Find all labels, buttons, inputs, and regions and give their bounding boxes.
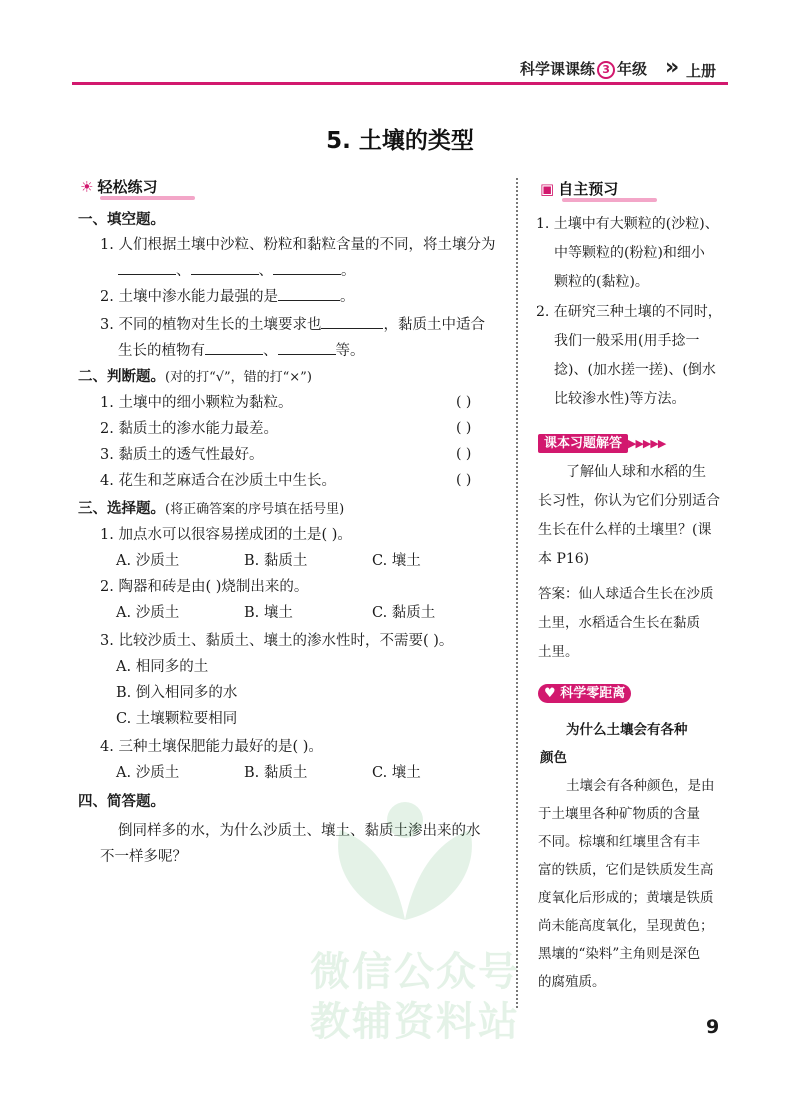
science-close-bar: [538, 682, 631, 701]
body-line: 尚未能高度氧化，呈现黄色；: [538, 918, 714, 934]
fill-q1-text: 1. 人们根据土壤中沙粒、粉粒和黏粒含量的不同，将土壤分为: [100, 237, 496, 253]
preview-line: 1. 土壤中有大颗粒的(沙粒)、: [536, 216, 719, 232]
short-q1-text2: 不一样多呢？: [100, 849, 187, 865]
question-line: 本 P16): [538, 551, 590, 567]
choice-q2: 2. 陶器和砖是由( )烧制出来的。: [100, 579, 309, 595]
sep: 、: [176, 263, 191, 279]
body-line: 于土壤里各种矿物质的含量: [538, 806, 700, 822]
question-line: 了解仙人球和水稻的生: [566, 464, 706, 480]
textbook-answer: [538, 580, 724, 667]
answer-paren[interactable]: ( ): [456, 446, 472, 462]
section-heading-fill: 一、填空题。: [78, 212, 165, 228]
fill-q2: [100, 284, 354, 310]
body-line: 富的铁质，它们是铁质发生高: [538, 862, 714, 878]
choice-option[interactable]: C. 壤土: [372, 553, 421, 569]
fill-q3-text: 3. 不同的植物对生长的土壤要求也: [100, 317, 322, 333]
fill-q3-text2: ，黏质土中适合: [383, 317, 485, 333]
answer-paren[interactable]: ( ): [456, 394, 472, 410]
choice-option[interactable]: C. 壤土: [372, 765, 421, 781]
body-line: 土壤会有各种颜色，是由: [566, 778, 715, 794]
textbook-question: [538, 458, 724, 574]
answer-line: 土里。: [538, 644, 579, 660]
choice-option[interactable]: B. 壤土: [244, 605, 293, 621]
badge-practice-label: 轻松练习: [97, 178, 158, 196]
choice-option[interactable]: A. 沙质土: [116, 765, 180, 781]
answer-blank[interactable]: [278, 284, 340, 301]
preview-line: 我们一般采用(用手捻一: [554, 333, 700, 349]
judge-item: 1. 土壤中的细小颗粒为黏粒。: [100, 395, 293, 411]
choice-q4: 4. 三种土壤保肥能力最好的是( )。: [100, 739, 323, 755]
choice-option[interactable]: C. 黏质土: [372, 605, 436, 621]
preview-p1: [536, 210, 722, 297]
arrow-right-icon: ▶▶▶▶▶: [628, 437, 666, 450]
fill-q3-text3: 生长的植物有: [118, 343, 205, 359]
grade-label: 年级: [617, 60, 648, 78]
body-line: 的腐殖质。: [538, 974, 606, 990]
header-series-text: 科学课课练: [520, 60, 596, 78]
textbook-answers-bar: [538, 432, 665, 451]
judge-item: 4. 花生和芝麻适合在沙质土中生长。: [100, 473, 336, 489]
choice-option[interactable]: A. 沙质土: [116, 605, 180, 621]
badge-underline: [100, 196, 195, 200]
choice-option[interactable]: A. 相同多的土: [116, 659, 209, 675]
preview-line: 捻)、(加水搓一搓)、(倒水: [554, 362, 716, 378]
answer-blank[interactable]: [118, 258, 176, 275]
choice-note: (将正确答案的序号填在括号里): [165, 502, 345, 517]
answer-paren[interactable]: ( ): [456, 420, 472, 436]
article-body: [538, 772, 724, 996]
section-heading-judge: 二、判断题。: [78, 369, 165, 385]
choice-q1: 1. 加点水可以很容易搓成团的土是( )。: [100, 527, 352, 543]
judge-item: 3. 黏质土的透气性最好。: [100, 447, 264, 463]
fill-q3-line2: [118, 338, 365, 364]
answer-blank[interactable]: [273, 258, 341, 275]
answer-blank[interactable]: [321, 312, 383, 329]
answer-blank[interactable]: [191, 258, 259, 275]
grade-number-badge: 3: [597, 61, 615, 79]
preview-line: 2. 在研究三种土壤的不同时，: [536, 304, 722, 320]
column-divider: [516, 178, 518, 1008]
article-subtitle: [540, 716, 688, 772]
sep: 。: [339, 289, 355, 305]
answer-paren[interactable]: ( ): [456, 472, 472, 488]
choice-option[interactable]: C. 土壤颗粒要相同: [116, 711, 238, 727]
section-heading-judge-row: [78, 364, 312, 391]
question-line: 长习性，你认为它们分别适合: [538, 493, 720, 509]
square-frame-icon: ▣: [540, 180, 555, 198]
watermark-line1: 微信公众号: [310, 949, 520, 995]
sun-burst-icon: ☀: [80, 178, 94, 196]
section-heading-short: 四、简答题。: [78, 794, 165, 810]
answer-line: 答案：仙人球适合生长在沙质: [538, 586, 714, 602]
subtitle-line: 为什么土壤会有各种: [566, 722, 688, 738]
sep: 、: [263, 343, 278, 359]
textbook-answers-label: 课本习题解答: [538, 434, 628, 453]
preview-p2: [536, 298, 722, 414]
section-heading-choice-row: [78, 496, 344, 523]
heart-icon: ♥: [544, 686, 556, 701]
choice-option[interactable]: B. 黏质土: [244, 765, 308, 781]
judge-note: (对的打“√”，错的打“×”): [165, 370, 312, 385]
body-line: 黑壤的“染料”主角则是深色: [538, 946, 701, 962]
preview-line: 比较渗水性)等方法。: [554, 391, 686, 407]
judge-item: 2. 黏质土的渗水能力最差。: [100, 421, 278, 437]
answer-blank[interactable]: [278, 338, 336, 355]
subtitle-line: 颜色: [540, 750, 567, 766]
fill-q1-blanks: [118, 258, 356, 284]
choice-option[interactable]: B. 倒入相同多的水: [116, 685, 238, 701]
section-badge-practice: [80, 176, 157, 197]
header-rule: [72, 82, 728, 85]
page-title: 5. 土壤的类型: [326, 128, 474, 154]
short-q1-text: 倒同样多的水，为什么沙质土、壤土、黏质土渗出来的水: [118, 823, 481, 839]
volume-label: 上册: [686, 60, 726, 80]
science-close-text: 科学零距离: [560, 686, 626, 701]
watermark-line2: 教辅资料站: [310, 999, 520, 1045]
answer-line: 土里，水稻适合生长在黏质: [538, 615, 700, 631]
fill-q3: [100, 312, 485, 338]
preview-line: 颗粒的(黏粒)。: [554, 274, 649, 290]
sep: 。: [341, 263, 356, 279]
choice-q3: 3. 比较沙质土、黏质土、壤土的渗水性时，不需要( )。: [100, 633, 454, 649]
header-series: [520, 58, 647, 79]
body-line: 度氧化后形成的；黄壤是铁质: [538, 890, 714, 906]
body-line: 不同。棕壤和红壤里含有丰: [538, 834, 700, 850]
double-chevron-icon: »: [665, 55, 680, 80]
sep: 、: [258, 263, 273, 279]
section-heading-choice: 三、选择题。: [78, 501, 165, 517]
badge-underline: [562, 198, 657, 202]
choice-option[interactable]: A. 沙质土: [116, 553, 180, 569]
page-number: 9: [706, 1016, 720, 1038]
leaf-logo-icon: [300, 790, 510, 930]
badge-preview-label: 自主预习: [558, 180, 619, 198]
section-badge-preview: [540, 178, 618, 199]
answer-blank[interactable]: [205, 338, 263, 355]
preview-line: 中等颗粒的(粉粒)和细小: [554, 245, 705, 261]
fill-q2-text: 2. 土壤中渗水能力最强的是: [100, 289, 278, 305]
question-line: 生长在什么样的土壤里？(课: [538, 522, 712, 538]
choice-option[interactable]: B. 黏质土: [244, 553, 308, 569]
science-close-label: [538, 684, 631, 703]
sep: 等。: [335, 343, 365, 359]
